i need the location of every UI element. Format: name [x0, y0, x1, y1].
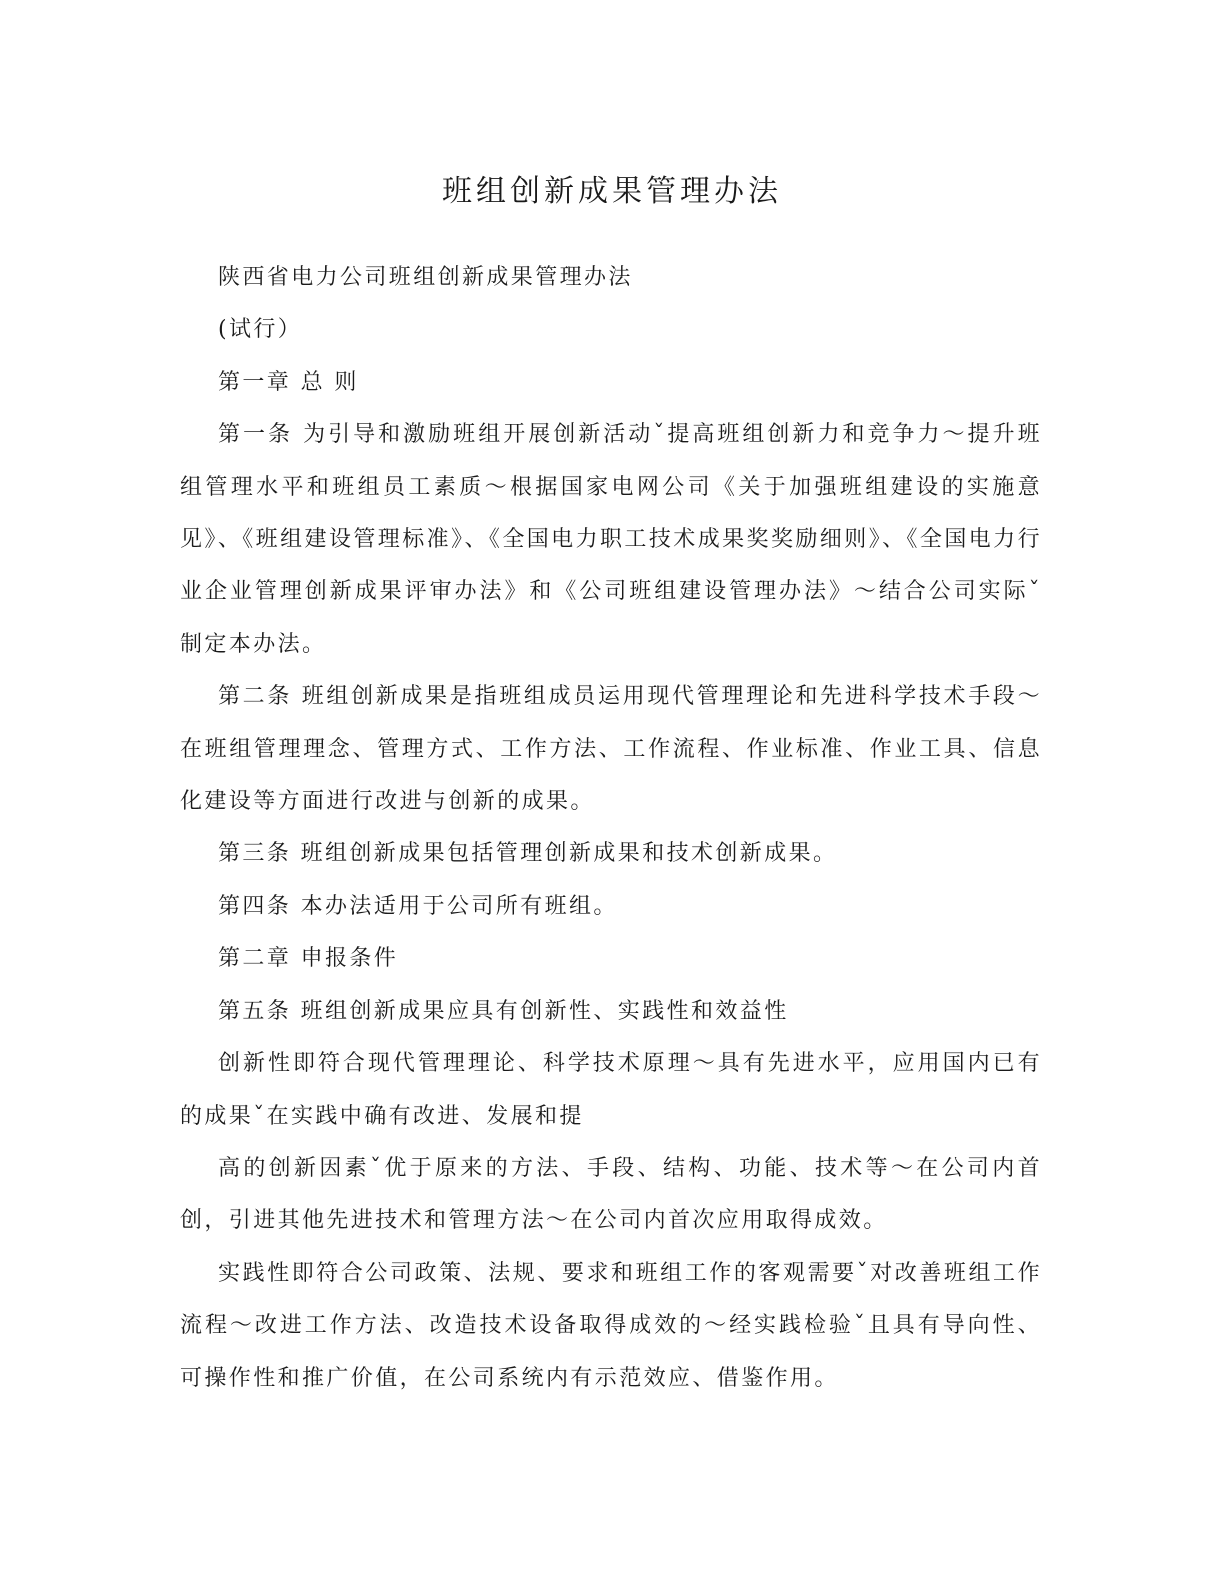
paragraph-innovation-1: 创新性即符合现代管理理论、科学技术原理～具有先进水平，应用国内已有的成果ˇ在实践中确有改进、发展和提 — [180, 1051, 1042, 1129]
chapter-heading-1: 第一章 总 则 — [218, 369, 359, 395]
article-1: 第一条 为引导和激励班组开展创新活动ˇ提高班组创新力和竞争力～提升班组管理水平和班组员工素质～根据国家电网公司《关于加强班组建设的实施意见》、《班组建设管理标准》、《全国电力职工技术成果奖奖励细则》、《全国电力行业企业管理创新成果评审办法》和《公司班组建设管理办法》～结合公司实际ˇ制定本办法。 — [180, 422, 1042, 657]
paragraph-practicality: 实践性即符合公司政策、法规、要求和班组工作的客观需要ˇ对改善班组工作流程～改进工作方法、改造技术设备取得成效的～经实践检验ˇ且具有导向性、可操作性和推广价值，在公司系统内有示范效应、借鉴作用。 — [180, 1260, 1042, 1391]
paragraph-subtitle: 陕西省电力公司班组创新成果管理办法 — [218, 265, 633, 290]
document-title: 班组创新成果管理办法 — [442, 174, 782, 209]
document-body — [180, 252, 1042, 1405]
article-4: 第四条 本办法适用于公司所有班组。 — [218, 893, 618, 919]
article-5: 第五条 班组创新成果应具有创新性、实践性和效益性 — [218, 998, 789, 1024]
paragraph-innovation-2: 高的创新因素ˇ优于原来的方法、手段、结构、功能、技术等～在公司内首创，引进其他先进技术和管理方法～在公司内首次应用取得成效。 — [180, 1155, 1042, 1234]
article-2: 第二条 班组创新成果是指班组成员运用现代管理理论和先进科学技术手段～在班组管理理念、管理方式、工作方法、工作流程、作业标准、作业工具、信息化建设等方面进行改进与创新的成果。 — [180, 684, 1042, 815]
paragraph-trial-note: (试行） — [218, 317, 303, 343]
article-3: 第三条 班组创新成果包括管理创新成果和技术创新成果。 — [218, 841, 838, 867]
chapter-heading-2: 第二章 申报条件 — [218, 946, 399, 972]
